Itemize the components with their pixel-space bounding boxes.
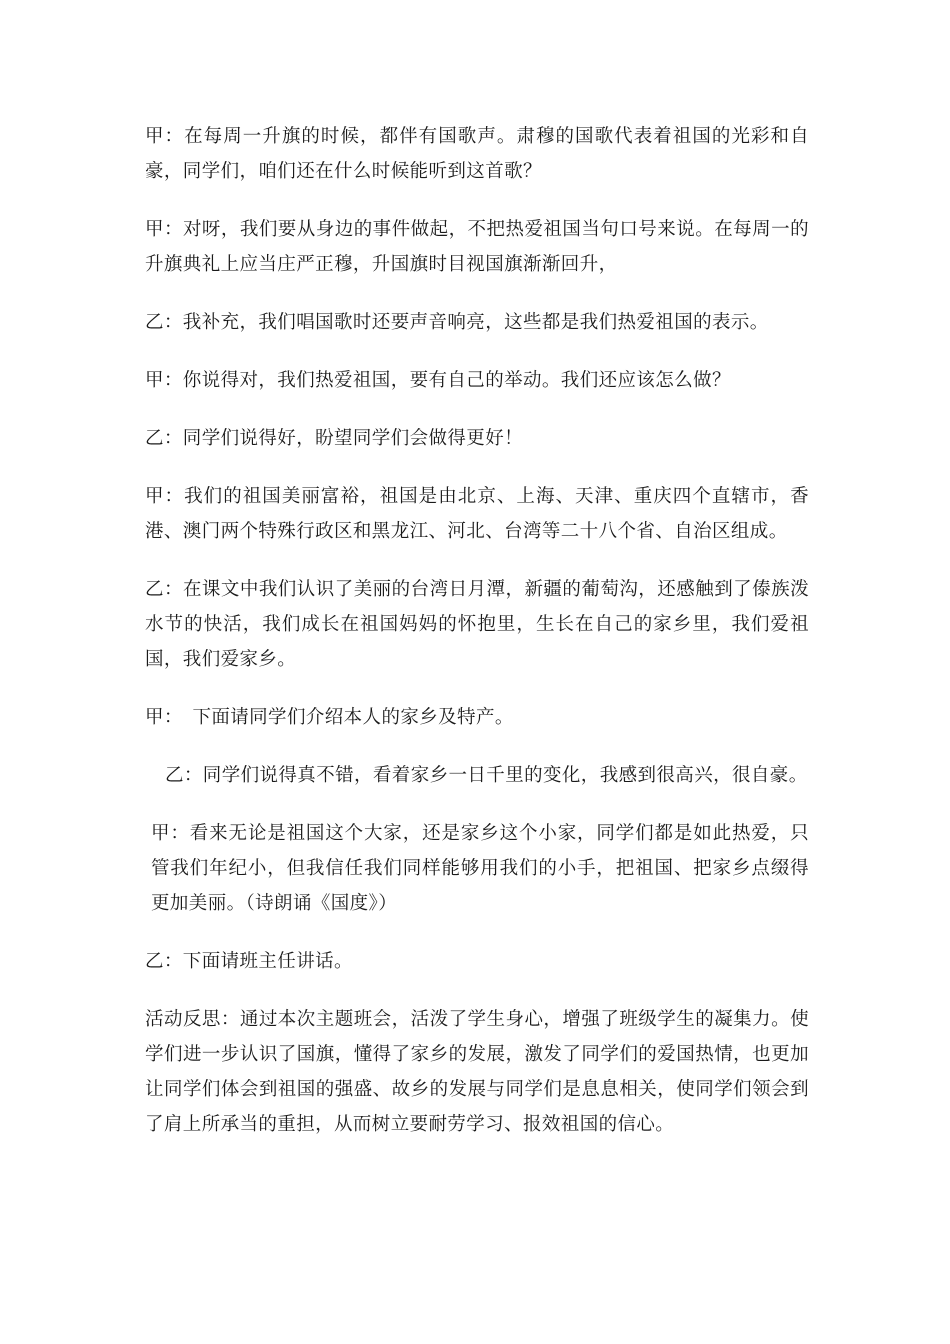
paragraph: 乙：同学们说得真不错，看着家乡一日千里的变化，我感到很高兴，很自豪。 <box>165 765 808 786</box>
paragraph: 活动反思：通过本次主题班会，活泼了学生身心，增强了班级学生的凝集力。使学们进一步认识了国旗，懂得了家乡的发展，激发了同学们的爱国热情，也更加让同学们体会到祖国的强盛、故乡的发展与同学们是息息相关，使同学们领会到了肩上所承当的重担，从而树立要耐劳学习、报效祖国的信心。 <box>145 1009 809 1135</box>
paragraph: 乙：我补充，我们唱国歌时还要声音响亮，这些都是我们热爱祖国的表示。 <box>145 312 769 333</box>
paragraph: 甲：对呀，我们要从身边的事件做起，不把热爱祖国当句口号来说。在每周一的升旗典礼上应当庄严正穆，升国旗时目视国旗渐渐回升， <box>145 219 809 275</box>
paragraph: 甲：看来无论是祖国这个大家，还是家乡这个小家，同学们都是如此热爱，只管我们年纪小，但我信任我们同样能够用我们的小手，把祖国、把家乡点缀得更加美丽。（诗朗诵《国度》） <box>151 823 809 914</box>
paragraph: 乙：下面请班主任讲话。 <box>145 951 353 972</box>
paragraph: 甲：你说得对，我们热爱祖国，要有自己的举动。我们还应该怎么做？ <box>145 370 731 391</box>
paragraph: 甲： 下面请同学们介绍本人的家乡及特产。 <box>145 707 514 728</box>
paragraph: 乙：在课文中我们认识了美丽的台湾日月潭，新疆的葡萄沟，还感触到了傣族泼水节的快活，我们成长在祖国妈妈的怀抱里，生长在自己的家乡里，我们爱祖国，我们爱家乡。 <box>145 579 809 670</box>
paragraph: 甲：在每周一升旗的时候，都伴有国歌声。肃穆的国歌代表着祖国的光彩和自豪，同学们，咱们还在什么时候能听到这首歌？ <box>145 126 809 182</box>
document-body <box>145 119 809 1165</box>
paragraph: 乙：同学们说得好，盼望同学们会做得更好！ <box>145 428 524 449</box>
paragraph: 甲：我们的祖国美丽富裕，祖国是由北京、上海、天津、重庆四个直辖市，香港、澳门两个特殊行政区和黑龙江、河北、台湾等二十八个省、自治区组成。 <box>145 486 809 542</box>
